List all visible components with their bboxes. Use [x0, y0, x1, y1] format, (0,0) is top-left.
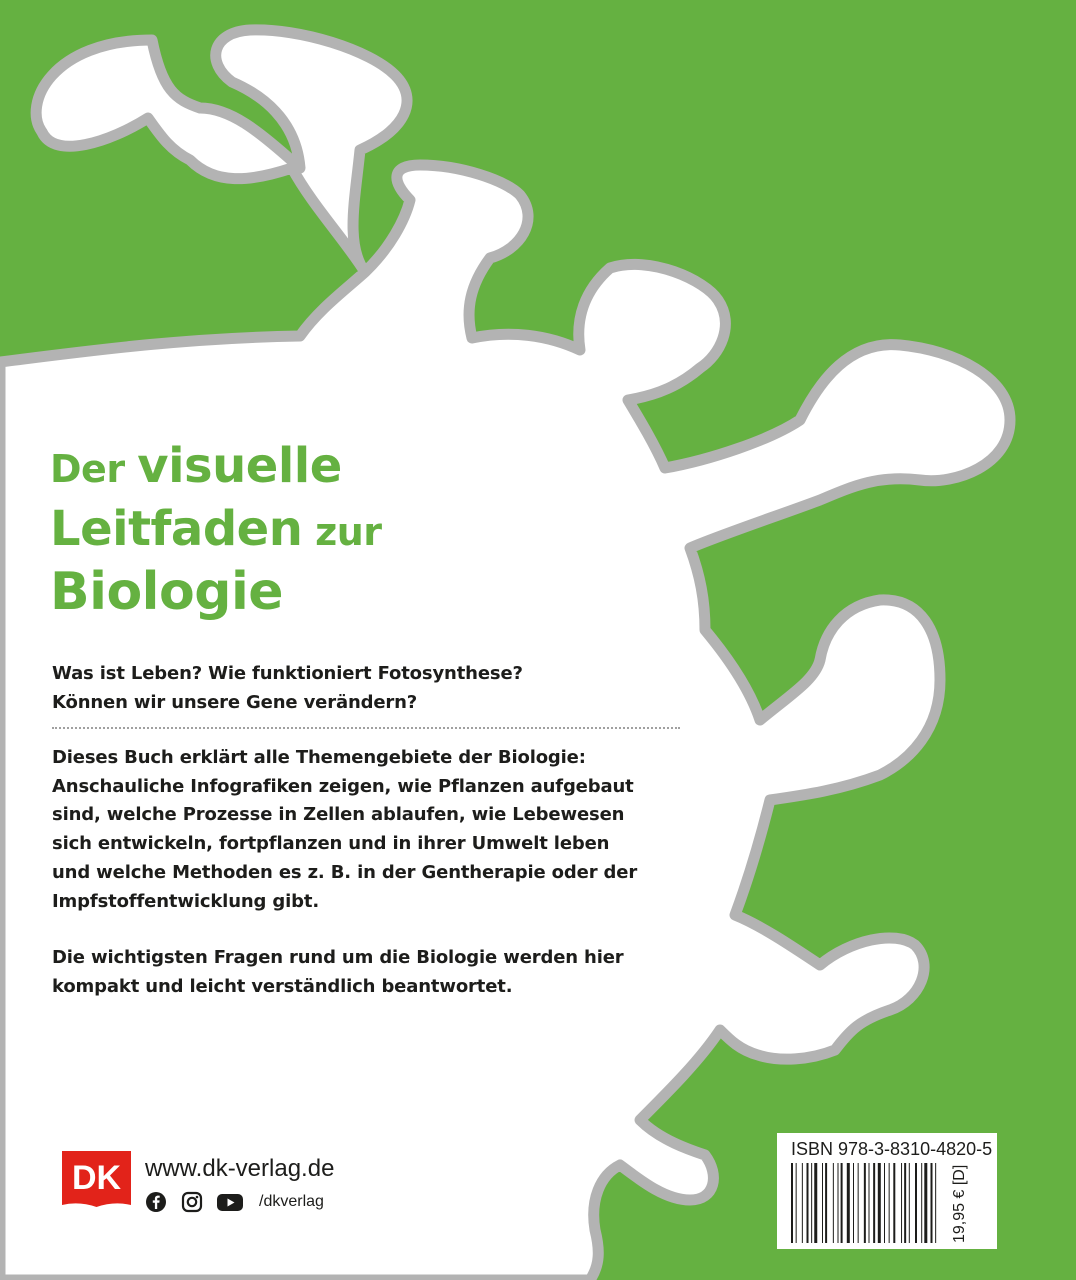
title-word-leitfaden: Leitfaden: [50, 501, 303, 557]
social-handle[interactable]: /dkverlag: [259, 1193, 324, 1210]
intro-questions: [52, 660, 523, 717]
paragraph-line: Impfstoffentwicklung gibt.: [52, 890, 320, 912]
barcode-bar: [869, 1163, 870, 1243]
barcode-bar: [909, 1163, 910, 1243]
summary-paragraph: [52, 944, 624, 1001]
barcode-bar: [847, 1163, 850, 1243]
facebook-icon[interactable]: [145, 1191, 167, 1213]
paragraph-line: Die wichtigsten Fragen rund um die Biologie werden hier: [52, 947, 624, 968]
title-word-biologie: Biologie: [50, 562, 284, 622]
barcode-bar: [796, 1163, 797, 1243]
paragraph-line: sind, welche Prozesse in Zellen ablaufen, wie Lebewesen: [52, 804, 625, 826]
barcode-bar: [853, 1163, 854, 1243]
barcode-bar: [841, 1163, 843, 1243]
barcode-bar: [807, 1163, 809, 1243]
paragraph-line: Anschauliche Infografiken zeigen, wie Pflanzen aufgebaut: [52, 775, 634, 797]
barcode-bar: [889, 1163, 890, 1243]
barcode-bar: [904, 1163, 906, 1243]
paragraph-line: sich entwickeln, fortpflanzen und in ihrer Umwelt leben: [52, 833, 610, 855]
barcode-bar: [822, 1163, 823, 1243]
barcode-bar: [924, 1163, 927, 1243]
barcode-bar: [935, 1163, 936, 1243]
barcode-bar: [901, 1163, 902, 1243]
title-word-zur: zur: [315, 510, 382, 554]
barcode-bar: [921, 1163, 922, 1243]
website-link[interactable]: www.dk-verlag.de: [145, 1155, 335, 1182]
barcode-bar: [893, 1163, 895, 1243]
barcode-bar: [811, 1163, 812, 1243]
paragraph-line: kompakt und leicht verständlich beantwortet.: [52, 975, 513, 997]
barcode-bar: [873, 1163, 875, 1243]
title-word-der: Der: [50, 447, 125, 491]
barcode-bar: [825, 1163, 827, 1243]
barcode-bar: [858, 1163, 859, 1243]
barcode-bar: [791, 1163, 793, 1243]
barcode-bar: [814, 1163, 817, 1243]
instagram-icon[interactable]: [181, 1191, 203, 1213]
barcode-bar: [802, 1163, 803, 1243]
barcode-bar: [931, 1163, 933, 1243]
barcode-bar: [915, 1163, 917, 1243]
virus-shape: [0, 30, 1010, 1280]
paragraph-line: und welche Methoden es z. B. in der Gentherapie oder der: [52, 861, 638, 883]
description-paragraph: [52, 744, 712, 916]
youtube-icon[interactable]: [217, 1191, 243, 1213]
isbn-number: ISBN 978-3-8310-4820-5: [791, 1139, 993, 1159]
barcode-bar: [838, 1163, 839, 1243]
barcode-bar: [833, 1163, 834, 1243]
intro-line: Was ist Leben? Wie funktioniert Fotosynthese?: [52, 663, 523, 684]
isbn-box: [777, 1133, 997, 1249]
social-links: [145, 1190, 324, 1214]
intro-line: Können wir unsere Gene verändern?: [52, 691, 418, 713]
barcode-bar: [864, 1163, 866, 1243]
barcode-bar: [878, 1163, 881, 1243]
dotted-divider: [52, 727, 680, 729]
barcode: [791, 1163, 967, 1243]
dk-logo-text: DK: [71, 1159, 122, 1197]
book-title: [50, 436, 382, 626]
paragraph-line: Dieses Buch erklärt alle Themengebiete der Biologie:: [52, 747, 586, 768]
barcode-bar: [884, 1163, 885, 1243]
dk-logo: [62, 1151, 131, 1209]
price-label: 19,95 € [D]: [951, 1164, 968, 1243]
title-word-visuelle: visuelle: [137, 438, 342, 494]
